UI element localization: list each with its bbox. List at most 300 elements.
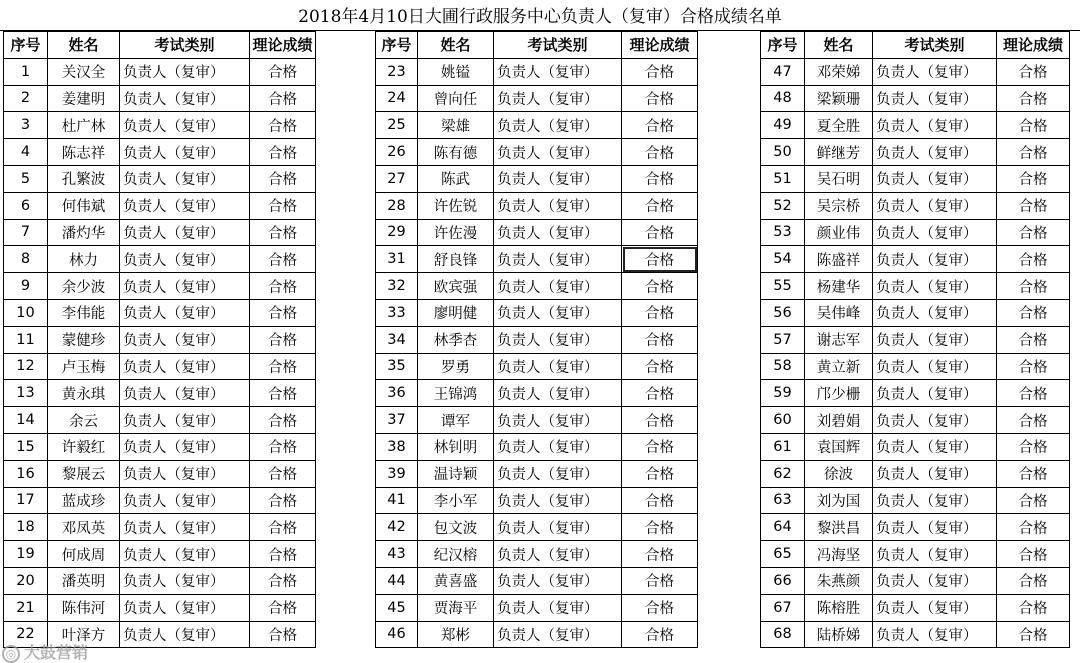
table-row [4,58,316,85]
cell-seq[interactable]: 3 [4,112,48,139]
cell-result[interactable]: 合格 [250,460,316,487]
cell-name[interactable]: 李小军 [418,487,494,514]
cell-seq[interactable]: 18 [4,514,48,541]
cell-name[interactable]: 刘碧娟 [805,407,873,434]
cell-result[interactable]: 合格 [997,433,1070,460]
cell-seq[interactable]: 59 [761,380,805,407]
cell-result[interactable]: 合格 [250,112,316,139]
cell-category[interactable]: 负责人（复审） [873,567,997,594]
cell-seq[interactable]: 14 [4,407,48,434]
cell-category[interactable]: 负责人（复审） [120,407,250,434]
cell-name[interactable]: 杜广林 [48,112,120,139]
cell-category[interactable]: 负责人（复审） [494,594,622,621]
cell-seq[interactable]: 35 [376,353,418,380]
cell-name[interactable]: 吴石明 [805,165,873,192]
cell-category[interactable]: 负责人（复审） [494,165,622,192]
cell-seq[interactable]: 47 [761,58,805,85]
cell-result[interactable]: 合格 [250,219,316,246]
cell-category[interactable]: 负责人（复审） [873,165,997,192]
cell-result[interactable]: 合格 [997,85,1070,112]
cell-category[interactable]: 负责人（复审） [120,433,250,460]
cell-category[interactable]: 负责人（复审） [120,219,250,246]
cell-seq[interactable]: 49 [761,112,805,139]
cell-seq[interactable]: 26 [376,139,418,166]
cell-seq[interactable]: 24 [376,85,418,112]
cell-seq[interactable]: 13 [4,380,48,407]
cell-name[interactable]: 潘灼华 [48,219,120,246]
cell-name[interactable]: 余少波 [48,273,120,300]
cell-name[interactable]: 曾向任 [418,85,494,112]
cell-result[interactable]: 合格 [622,299,698,326]
cell-result[interactable]: 合格 [622,514,698,541]
cell-name[interactable]: 梁雄 [418,112,494,139]
cell-category[interactable]: 负责人（复审） [120,58,250,85]
cell-name[interactable]: 陆桥娣 [805,621,873,648]
cell-seq[interactable]: 48 [761,85,805,112]
column-header-name[interactable]: 姓名 [805,32,873,59]
cell-category[interactable]: 负责人（复审） [120,273,250,300]
cell-result[interactable]: 合格 [997,165,1070,192]
table-row [376,58,698,85]
cell-seq[interactable]: 55 [761,273,805,300]
column-header-category[interactable]: 考试类别 [873,32,997,59]
cell-result[interactable]: 合格 [997,407,1070,434]
column-header-result[interactable]: 理论成绩 [250,32,316,59]
cell-seq[interactable]: 54 [761,246,805,273]
cell-seq[interactable]: 22 [4,621,48,648]
cell-name[interactable]: 叶泽方 [48,621,120,648]
table-row [4,165,316,192]
cell-result[interactable]: 合格 [250,541,316,568]
cell-seq[interactable]: 33 [376,299,418,326]
table-row [376,621,698,648]
cell-result[interactable]: 合格 [997,541,1070,568]
cell-seq[interactable]: 11 [4,326,48,353]
cell-name[interactable]: 蒙健珍 [48,326,120,353]
cell-category[interactable]: 负责人（复审） [873,299,997,326]
cell-category[interactable]: 负责人（复审） [120,139,250,166]
cell-category[interactable]: 负责人（复审） [873,326,997,353]
cell-name[interactable]: 罗勇 [418,353,494,380]
cell-result[interactable]: 合格 [250,567,316,594]
cell-category[interactable]: 负责人（复审） [494,407,622,434]
cell-seq[interactable]: 56 [761,299,805,326]
cell-seq[interactable]: 37 [376,407,418,434]
cell-name[interactable]: 欧宾强 [418,273,494,300]
cell-seq[interactable]: 27 [376,165,418,192]
cell-name[interactable]: 林钊明 [418,433,494,460]
cell-result[interactable]: 合格 [997,380,1070,407]
cell-seq[interactable]: 10 [4,299,48,326]
cell-name[interactable]: 林力 [48,246,120,273]
cell-name[interactable]: 卢玉梅 [48,353,120,380]
cell-name[interactable]: 陈志祥 [48,139,120,166]
cell-name[interactable]: 许佐锐 [418,192,494,219]
cell-category[interactable]: 负责人（复审） [120,567,250,594]
cell-result[interactable]: 合格 [997,58,1070,85]
cell-seq[interactable]: 42 [376,514,418,541]
cell-name[interactable]: 姜建明 [48,85,120,112]
cell-name[interactable]: 吴伟峰 [805,299,873,326]
cell-category[interactable]: 负责人（复审） [120,112,250,139]
cell-category[interactable]: 负责人（复审） [120,246,250,273]
column-header-seq[interactable]: 序号 [376,32,418,59]
cell-seq[interactable]: 65 [761,541,805,568]
cell-seq[interactable]: 16 [4,460,48,487]
cell-name[interactable]: 包文波 [418,514,494,541]
cell-seq[interactable]: 17 [4,487,48,514]
table-row [4,594,316,621]
column-header-seq[interactable]: 序号 [4,32,48,59]
cell-category[interactable]: 负责人（复审） [494,112,622,139]
cell-result[interactable]: 合格 [622,58,698,85]
cell-category[interactable]: 负责人（复审） [873,407,997,434]
cell-name[interactable]: 王锦鸿 [418,380,494,407]
table-row [376,460,698,487]
cell-seq[interactable]: 1 [4,58,48,85]
cell-category[interactable]: 负责人（复审） [494,353,622,380]
cell-result[interactable]: 合格 [997,139,1070,166]
cell-category[interactable]: 负责人（复审） [120,85,250,112]
cell-category[interactable]: 负责人（复审） [494,219,622,246]
cell-name[interactable]: 谭军 [418,407,494,434]
column-header-result[interactable]: 理论成绩 [997,32,1070,59]
cell-result[interactable]: 合格 [622,433,698,460]
cell-result[interactable]: 合格 [622,273,698,300]
cell-result[interactable]: 合格 [997,621,1070,648]
cell-category[interactable]: 负责人（复审） [494,326,622,353]
cell-seq[interactable]: 7 [4,219,48,246]
cell-category[interactable]: 负责人（复审） [494,273,622,300]
cell-result[interactable]: 合格 [997,326,1070,353]
cell-category[interactable]: 负责人（复审） [120,299,250,326]
cell-seq[interactable]: 61 [761,433,805,460]
cell-category[interactable]: 负责人（复审） [873,273,997,300]
cell-name[interactable]: 邝少栅 [805,380,873,407]
cell-seq[interactable]: 64 [761,514,805,541]
cell-name[interactable]: 关汉全 [48,58,120,85]
cell-name[interactable]: 黄永琪 [48,380,120,407]
cell-category[interactable]: 负责人（复审） [120,594,250,621]
cell-seq[interactable]: 20 [4,567,48,594]
cell-result[interactable]: 合格 [250,621,316,648]
cell-name[interactable]: 黎洪昌 [805,514,873,541]
cell-seq[interactable]: 5 [4,165,48,192]
cell-seq[interactable]: 53 [761,219,805,246]
cell-seq[interactable]: 31 [376,246,418,273]
cell-seq[interactable]: 52 [761,192,805,219]
sheet-title: 2018年4月10日大圃行政服务中心负责人（复审）合格成绩名单 [298,7,782,27]
cell-result[interactable]: 合格 [997,219,1070,246]
cell-category[interactable]: 负责人（复审） [120,460,250,487]
cell-name[interactable]: 许佐漫 [418,219,494,246]
cell-category[interactable]: 负责人（复审） [494,246,622,273]
cell-seq[interactable]: 34 [376,326,418,353]
cell-result[interactable]: 合格 [622,594,698,621]
table-row [761,594,1070,621]
cell-name[interactable]: 孔繁波 [48,165,120,192]
cell-name[interactable]: 梁颖珊 [805,85,873,112]
cell-result[interactable]: 合格 [622,85,698,112]
cell-seq[interactable]: 32 [376,273,418,300]
cell-name[interactable]: 朱燕颜 [805,567,873,594]
cell-name[interactable]: 夏全胜 [805,112,873,139]
cell-seq[interactable]: 21 [4,594,48,621]
cell-result[interactable]: 合格 [622,219,698,246]
cell-seq[interactable]: 28 [376,192,418,219]
cell-category[interactable]: 负责人（复审） [120,514,250,541]
cell-result[interactable]: 合格 [622,621,698,648]
cell-result[interactable]: 合格 [622,139,698,166]
cell-result[interactable]: 合格 [250,487,316,514]
table-row [376,353,698,380]
cell-name[interactable]: 李伟能 [48,299,120,326]
cell-result[interactable]: 合格 [250,407,316,434]
cell-name[interactable]: 吴宗桥 [805,192,873,219]
cell-category[interactable]: 负责人（复审） [494,58,622,85]
cell-name[interactable]: 徐波 [805,460,873,487]
cell-category[interactable]: 负责人（复审） [120,165,250,192]
cell-seq[interactable]: 43 [376,541,418,568]
cell-seq[interactable]: 6 [4,192,48,219]
cell-category[interactable]: 负责人（复审） [494,567,622,594]
cell-result[interactable]: 合格 [250,58,316,85]
table-row [761,165,1070,192]
watermark [2,640,88,662]
cell-name[interactable]: 蓝成珍 [48,487,120,514]
cell-result[interactable]: 合格 [250,139,316,166]
cell-result[interactable]: 合格 [250,594,316,621]
cell-seq[interactable]: 38 [376,433,418,460]
cell-name[interactable]: 黄喜盛 [418,567,494,594]
column-header-name[interactable]: 姓名 [418,32,494,59]
cell-result[interactable]: 合格 [250,299,316,326]
column-header-category[interactable]: 考试类别 [120,32,250,59]
table-row [4,460,316,487]
cell-category[interactable]: 负责人（复审） [494,139,622,166]
cell-category[interactable]: 负责人（复审） [873,112,997,139]
cell-result[interactable]: 合格 [250,273,316,300]
cell-seq[interactable]: 36 [376,380,418,407]
cell-result[interactable]: 合格 [997,514,1070,541]
cell-seq[interactable]: 25 [376,112,418,139]
table-row [376,165,698,192]
cell-category[interactable]: 负责人（复审） [494,192,622,219]
cell-name[interactable]: 林季杏 [418,326,494,353]
cell-result[interactable]: 合格 [250,192,316,219]
cell-name[interactable]: 纪汉榕 [418,541,494,568]
cell-result[interactable]: 合格 [622,567,698,594]
cell-result[interactable]: 合格 [997,192,1070,219]
table-row [761,139,1070,166]
cell-category[interactable]: 负责人（复审） [120,487,250,514]
cell-name[interactable]: 邓凤英 [48,514,120,541]
cell-name[interactable]: 谢志军 [805,326,873,353]
cell-seq[interactable]: 63 [761,487,805,514]
cell-category[interactable]: 负责人（复审） [873,219,997,246]
table-row [4,433,316,460]
cell-name[interactable]: 陈武 [418,165,494,192]
cell-result[interactable]: 合格 [997,594,1070,621]
column-header-name[interactable]: 姓名 [48,32,120,59]
cell-result[interactable]: 合格 [622,353,698,380]
cell-seq[interactable]: 12 [4,353,48,380]
cell-name[interactable]: 陈伟河 [48,594,120,621]
cell-result[interactable]: 合格 [997,299,1070,326]
cell-category[interactable]: 负责人（复审） [873,487,997,514]
cell-name[interactable]: 郑彬 [418,621,494,648]
cell-name[interactable]: 鲜继芳 [805,139,873,166]
table-row [376,380,698,407]
column-header-category[interactable]: 考试类别 [494,32,622,59]
cell-name[interactable]: 杨建华 [805,273,873,300]
cell-name[interactable]: 冯海坚 [805,541,873,568]
cell-seq[interactable]: 67 [761,594,805,621]
cell-name[interactable]: 温诗颖 [418,460,494,487]
cell-result[interactable]: 合格 [997,567,1070,594]
cell-result[interactable]: 合格 [997,353,1070,380]
cell-name[interactable]: 袁国辉 [805,433,873,460]
cell-seq[interactable]: 8 [4,246,48,273]
cell-seq[interactable]: 45 [376,594,418,621]
cell-result[interactable]: 合格 [622,541,698,568]
cell-result[interactable]: 合格 [997,273,1070,300]
table-row [761,219,1070,246]
cell-category[interactable]: 负责人（复审） [873,380,997,407]
cell-category[interactable]: 负责人（复审） [494,621,622,648]
cell-category[interactable]: 负责人（复审） [873,460,997,487]
cell-result[interactable]: 合格 [250,514,316,541]
cell-category[interactable]: 负责人（复审） [494,460,622,487]
cell-name[interactable]: 廖明健 [418,299,494,326]
cell-seq[interactable]: 4 [4,139,48,166]
cell-result[interactable]: 合格 [997,487,1070,514]
cell-category[interactable]: 负责人（复审） [873,192,997,219]
cell-result[interactable]: 合格 [622,192,698,219]
column-header-result[interactable]: 理论成绩 [622,32,698,59]
cell-seq[interactable]: 66 [761,567,805,594]
cell-category[interactable]: 负责人（复审） [873,246,997,273]
cell-category[interactable]: 负责人（复审） [873,514,997,541]
cell-name[interactable]: 黄立新 [805,353,873,380]
cell-seq[interactable]: 29 [376,219,418,246]
cell-seq[interactable]: 62 [761,460,805,487]
cell-result[interactable]: 合格 [622,487,698,514]
cell-name[interactable]: 姚镒 [418,58,494,85]
cell-result[interactable]: 合格 [250,380,316,407]
cell-result[interactable]: 合格 [622,326,698,353]
cell-result[interactable]: 合格 [622,112,698,139]
cell-name[interactable]: 舒良锋 [418,246,494,273]
cell-result[interactable]: 合格 [622,380,698,407]
table-row [4,219,316,246]
cell-category[interactable]: 负责人（复审） [873,58,997,85]
cell-category[interactable]: 负责人（复审） [494,299,622,326]
cell-result[interactable]: 合格 [250,165,316,192]
cell-seq[interactable]: 2 [4,85,48,112]
cell-seq[interactable]: 15 [4,433,48,460]
cell-seq[interactable]: 44 [376,567,418,594]
table-row [761,487,1070,514]
selected-cell[interactable]: 合格 [622,246,698,273]
cell-result[interactable]: 合格 [250,326,316,353]
cell-seq[interactable]: 39 [376,460,418,487]
cell-result[interactable]: 合格 [622,165,698,192]
cell-result[interactable]: 合格 [250,353,316,380]
cell-category[interactable]: 负责人（复审） [120,541,250,568]
cell-category[interactable]: 负责人（复审） [873,621,997,648]
column-header-seq[interactable]: 序号 [761,32,805,59]
table-row [376,326,698,353]
cell-name[interactable]: 许毅红 [48,433,120,460]
cell-seq[interactable]: 23 [376,58,418,85]
cell-seq[interactable]: 68 [761,621,805,648]
cell-name[interactable]: 邓荣娣 [805,58,873,85]
cell-seq[interactable]: 41 [376,487,418,514]
cell-category[interactable]: 负责人（复审） [120,353,250,380]
cell-name[interactable]: 陈榕胜 [805,594,873,621]
cell-category[interactable]: 负责人（复审） [494,85,622,112]
table-row [761,567,1070,594]
cell-category[interactable]: 负责人（复审） [494,514,622,541]
cell-name[interactable]: 何成周 [48,541,120,568]
cell-name[interactable]: 陈有德 [418,139,494,166]
cell-category[interactable]: 负责人（复审） [494,541,622,568]
table-row [761,192,1070,219]
cell-seq[interactable]: 9 [4,273,48,300]
cell-result[interactable]: 合格 [997,112,1070,139]
cell-category[interactable]: 负责人（复审） [873,85,997,112]
cell-category[interactable]: 负责人（复审） [494,380,622,407]
cell-result[interactable]: 合格 [622,407,698,434]
cell-seq[interactable]: 51 [761,165,805,192]
cell-result[interactable]: 合格 [997,246,1070,273]
cell-seq[interactable]: 57 [761,326,805,353]
cell-category[interactable]: 负责人（复审） [120,192,250,219]
cell-result[interactable]: 合格 [997,460,1070,487]
cell-seq[interactable]: 46 [376,621,418,648]
cell-category[interactable]: 负责人（复审） [120,326,250,353]
cell-seq[interactable]: 60 [761,407,805,434]
cell-name[interactable]: 贾海平 [418,594,494,621]
cell-result[interactable]: 合格 [250,85,316,112]
cell-category[interactable]: 负责人（复审） [494,433,622,460]
cell-category[interactable]: 负责人（复审） [873,139,997,166]
cell-result[interactable]: 合格 [250,433,316,460]
cell-category[interactable]: 负责人（复审） [873,433,997,460]
cell-name[interactable]: 何伟斌 [48,192,120,219]
cell-result[interactable]: 合格 [622,460,698,487]
table-row [4,567,316,594]
cell-category[interactable]: 负责人（复审） [494,487,622,514]
cell-category[interactable]: 负责人（复审） [873,353,997,380]
cell-name[interactable]: 陈盛祥 [805,246,873,273]
cell-category[interactable]: 负责人（复审） [120,621,250,648]
cell-name[interactable]: 潘英明 [48,567,120,594]
cell-seq[interactable]: 50 [761,139,805,166]
cell-name[interactable]: 颜业伟 [805,219,873,246]
cell-seq[interactable]: 58 [761,353,805,380]
cell-seq[interactable]: 19 [4,541,48,568]
cell-category[interactable]: 负责人（复审） [873,541,997,568]
cell-name[interactable]: 黎展云 [48,460,120,487]
table-row [761,299,1070,326]
cell-result[interactable]: 合格 [250,246,316,273]
cell-category[interactable]: 负责人（复审） [120,380,250,407]
cell-category[interactable]: 负责人（复审） [873,594,997,621]
cell-name[interactable]: 刘为国 [805,487,873,514]
cell-name[interactable]: 余云 [48,407,120,434]
